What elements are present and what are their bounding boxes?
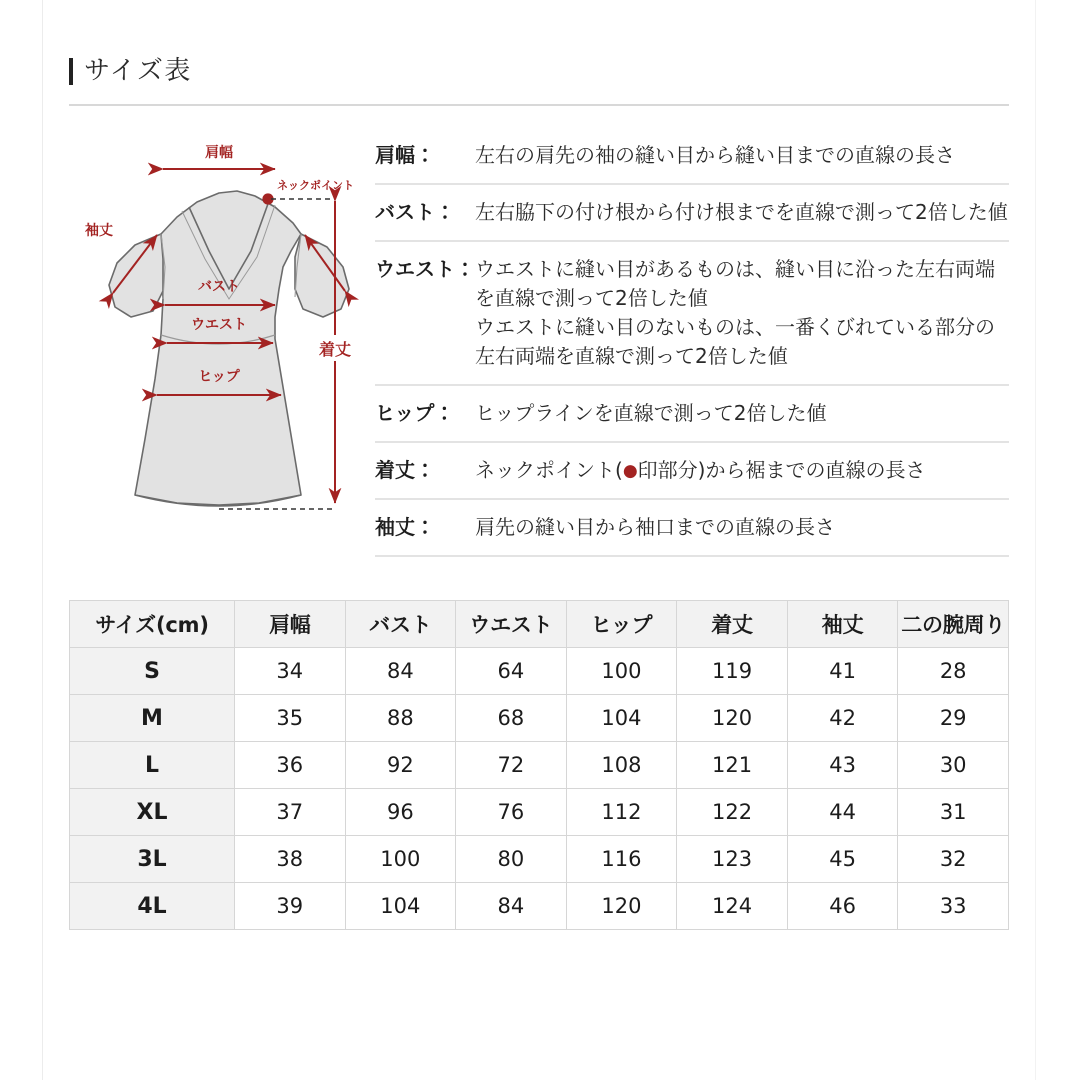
cell-hip: 104 bbox=[566, 695, 677, 742]
definition-description bbox=[475, 513, 1009, 542]
bust-label: バスト bbox=[198, 279, 240, 295]
cell-waist: 76 bbox=[456, 789, 567, 836]
title-divider bbox=[69, 104, 1009, 106]
definition-description bbox=[475, 255, 1009, 371]
cell-length: 123 bbox=[677, 836, 788, 883]
cell-shoulder: 38 bbox=[235, 836, 346, 883]
column-header-waist: ウエスト bbox=[456, 601, 567, 648]
definition-row-length bbox=[375, 443, 1009, 500]
definition-line: 左右両端を直線で測って2倍した値 bbox=[475, 344, 788, 368]
page-title-row bbox=[69, 52, 1009, 90]
definition-row-bust bbox=[375, 185, 1009, 242]
definition-line: 左右脇下の付け根から付け根までを直線で測って2倍した値 bbox=[475, 200, 1008, 224]
cell-upper-arm: 31 bbox=[898, 789, 1009, 836]
cell-shoulder: 34 bbox=[235, 648, 346, 695]
cell-hip: 120 bbox=[566, 883, 677, 930]
cell-length: 124 bbox=[677, 883, 788, 930]
cell-waist: 84 bbox=[456, 883, 567, 930]
cell-length: 122 bbox=[677, 789, 788, 836]
hip-label: ヒップ bbox=[198, 369, 240, 385]
content-sheet bbox=[43, 0, 1035, 1080]
shoulder-label: 肩幅 bbox=[205, 145, 233, 161]
table-row bbox=[70, 836, 1009, 883]
column-header-bust: バスト bbox=[345, 601, 456, 648]
definition-list bbox=[359, 135, 1009, 557]
table-row bbox=[70, 789, 1009, 836]
dress-measurement-diagram bbox=[69, 139, 359, 539]
page-title: サイズ表 bbox=[84, 56, 192, 86]
column-header-hip: ヒップ bbox=[566, 601, 677, 648]
cell-length: 121 bbox=[677, 742, 788, 789]
cell-waist: 80 bbox=[456, 836, 567, 883]
table-row bbox=[70, 742, 1009, 789]
column-header-shoulder: 肩幅 bbox=[235, 601, 346, 648]
cell-hip: 112 bbox=[566, 789, 677, 836]
definition-text-after-dot: 印部分)から裾までの直線の長さ bbox=[637, 458, 926, 482]
neck-point-callout bbox=[262, 179, 354, 205]
cell-upper-arm: 29 bbox=[898, 695, 1009, 742]
cell-bust: 88 bbox=[345, 695, 456, 742]
definition-term: 肩幅： bbox=[375, 143, 435, 167]
cell-length: 119 bbox=[677, 648, 788, 695]
cell-sleeve: 43 bbox=[787, 742, 898, 789]
column-header-sleeve: 袖丈 bbox=[787, 601, 898, 648]
cell-sleeve: 41 bbox=[787, 648, 898, 695]
table-row bbox=[70, 695, 1009, 742]
table-row bbox=[70, 883, 1009, 930]
definition-row-waist bbox=[375, 242, 1009, 386]
title-accent-bar bbox=[69, 58, 73, 85]
waist-label: ウエスト bbox=[191, 317, 247, 333]
cell-bust: 96 bbox=[345, 789, 456, 836]
cell-hip: 116 bbox=[566, 836, 677, 883]
column-header-upper-arm: 二の腕周り bbox=[898, 601, 1009, 648]
cell-waist: 72 bbox=[456, 742, 567, 789]
definition-line-with-dot bbox=[475, 456, 1009, 485]
cell-shoulder: 37 bbox=[235, 789, 346, 836]
size-table-body bbox=[70, 648, 1009, 930]
cell-bust: 92 bbox=[345, 742, 456, 789]
definition-description bbox=[475, 141, 1009, 170]
row-header-size: XL bbox=[70, 789, 235, 836]
cell-sleeve: 42 bbox=[787, 695, 898, 742]
cell-waist: 68 bbox=[456, 695, 567, 742]
neck-point-dot-icon: ● bbox=[622, 461, 638, 481]
size-table-head bbox=[70, 601, 1009, 648]
definition-row-sleeve bbox=[375, 500, 1009, 557]
definition-description bbox=[475, 399, 1009, 428]
definition-line: ヒップラインを直線で測って2倍した値 bbox=[475, 401, 827, 425]
cell-shoulder: 35 bbox=[235, 695, 346, 742]
cell-sleeve: 45 bbox=[787, 836, 898, 883]
definition-text-before-dot: ネックポイント( bbox=[475, 458, 623, 482]
definition-line: ウエストに縫い目があるものは、縫い目に沿った左右両端 bbox=[475, 257, 995, 281]
definition-line: 左右の肩先の袖の縫い目から縫い目までの直線の長さ bbox=[475, 143, 955, 167]
cell-upper-arm: 32 bbox=[898, 836, 1009, 883]
shoulder-width-dimension bbox=[163, 144, 275, 169]
cell-upper-arm: 30 bbox=[898, 742, 1009, 789]
size-table bbox=[69, 600, 1009, 930]
definition-term: ウエスト： bbox=[375, 257, 475, 281]
sleeve-label: 袖丈 bbox=[85, 223, 113, 239]
row-header-size: M bbox=[70, 695, 235, 742]
definition-term: バスト： bbox=[375, 200, 455, 224]
table-row bbox=[70, 648, 1009, 695]
size-table-container bbox=[69, 600, 1009, 930]
cell-bust: 100 bbox=[345, 836, 456, 883]
neck-point-label: ネックポイント bbox=[277, 179, 354, 192]
row-header-size: S bbox=[70, 648, 235, 695]
row-header-size: 4L bbox=[70, 883, 235, 930]
cell-upper-arm: 33 bbox=[898, 883, 1009, 930]
cell-bust: 84 bbox=[345, 648, 456, 695]
cell-sleeve: 44 bbox=[787, 789, 898, 836]
definition-line: ウエストに縫い目のないものは、一番くびれている部分の bbox=[475, 315, 995, 339]
cell-waist: 64 bbox=[456, 648, 567, 695]
cell-sleeve: 46 bbox=[787, 883, 898, 930]
measurement-guide-section bbox=[69, 135, 1009, 557]
table-header-row bbox=[70, 601, 1009, 648]
definition-term: 袖丈： bbox=[375, 515, 435, 539]
dress-diagram-column bbox=[69, 135, 359, 543]
cell-length: 120 bbox=[677, 695, 788, 742]
cell-hip: 108 bbox=[566, 742, 677, 789]
page-header bbox=[69, 52, 1009, 106]
definition-row-shoulder bbox=[375, 135, 1009, 185]
cell-bust: 104 bbox=[345, 883, 456, 930]
cell-hip: 100 bbox=[566, 648, 677, 695]
cell-upper-arm: 28 bbox=[898, 648, 1009, 695]
row-header-size: L bbox=[70, 742, 235, 789]
definition-term: 着丈： bbox=[375, 458, 435, 482]
definition-description bbox=[475, 456, 1009, 485]
cell-shoulder: 36 bbox=[235, 742, 346, 789]
column-header-length: 着丈 bbox=[677, 601, 788, 648]
cell-shoulder: 39 bbox=[235, 883, 346, 930]
length-label: 着丈 bbox=[318, 340, 352, 359]
definition-description bbox=[475, 198, 1009, 227]
page-edge-right-rule bbox=[1035, 0, 1036, 1080]
row-header-size: 3L bbox=[70, 836, 235, 883]
definition-term: ヒップ： bbox=[375, 401, 455, 425]
definition-line: を直線で測って2倍した値 bbox=[475, 286, 708, 310]
definition-row-hip bbox=[375, 386, 1009, 443]
definition-line: 肩先の縫い目から袖口までの直線の長さ bbox=[475, 515, 835, 539]
column-header-size: サイズ(cm) bbox=[70, 601, 235, 648]
